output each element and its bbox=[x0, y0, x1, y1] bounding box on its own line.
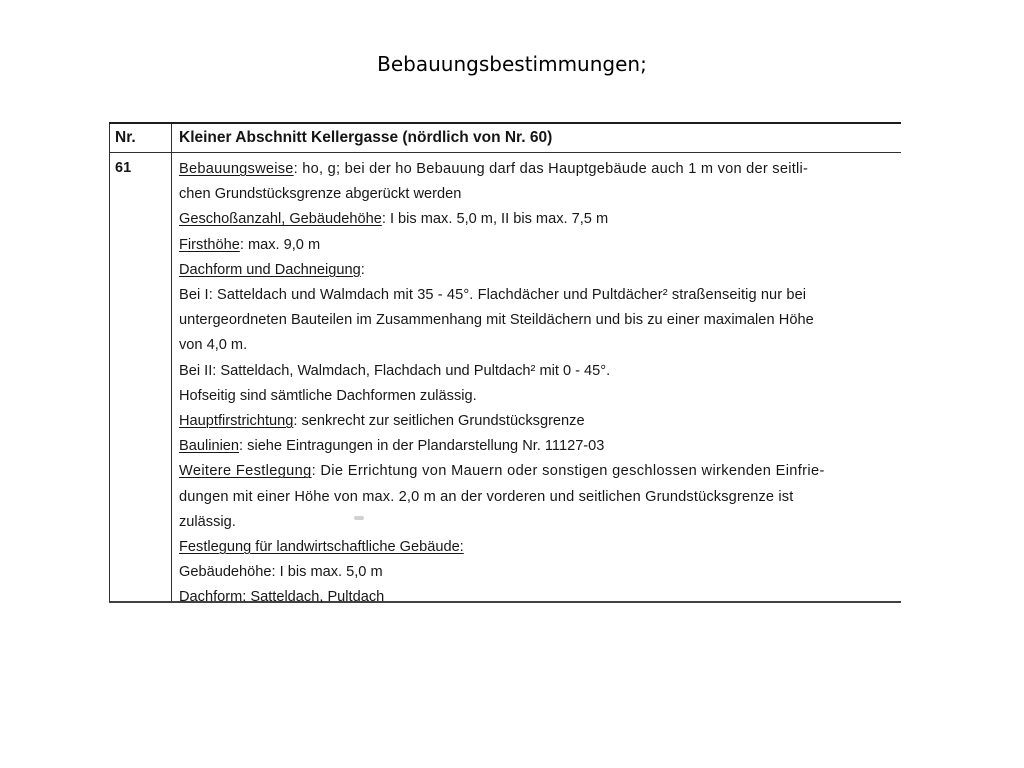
firsthoehe-text: : max. 9,0 m bbox=[239, 236, 321, 253]
landwirtschaft-line-2: Dachform: Satteldach, Pultdach bbox=[179, 589, 385, 606]
landwirtschaft-line-1: Gebäudehöhe: I bis max. 5,0 m bbox=[179, 564, 383, 581]
firsthoehe-line bbox=[179, 233, 897, 258]
dachform-line-2: untergeordneten Bauteilen im Zusammenhang mit Steildächern und bis zu einer maximalen Höhe bbox=[179, 312, 814, 329]
geschoss-text: : I bis max. 5,0 m, II bis max. 7,5 m bbox=[381, 211, 609, 228]
hauptfirstrichtung-label: Hauptfirstrichtung bbox=[179, 413, 294, 430]
dachform-line-5: Hofseitig sind sämtliche Dachformen zulässig. bbox=[179, 387, 477, 404]
dachform-line-4: Bei II: Satteldach, Walmdach, Flachdach und Pultdach² mit 0 - 45°. bbox=[179, 362, 611, 379]
landwirtschaft-heading-line bbox=[179, 535, 897, 560]
weitere-line-2: dungen mit einer Höhe von max. 2,0 m an der vorderen und seitlichen Grundstücksgrenze ist bbox=[179, 488, 794, 505]
weitere-line-1 bbox=[179, 459, 897, 484]
hauptfirstrichtung-line bbox=[179, 409, 897, 434]
dachform-label: Dachform und Dachneigung bbox=[179, 261, 361, 278]
row-number: 61 bbox=[115, 160, 132, 176]
baulinien-text: : siehe Eintragungen in der Plandarstellung Nr. 11127-03 bbox=[239, 438, 605, 455]
regulation-text bbox=[179, 157, 897, 611]
hauptfirstrichtung-text: : senkrecht zur seitlichen Grundstücksgrenze bbox=[293, 413, 585, 430]
dachform-line-1: Bei I: Satteldach und Walmdach mit 35 - 45°. Flachdächer und Pultdächer² straßenseitig nur bei bbox=[179, 287, 807, 304]
firsthoehe-label: Firsthöhe bbox=[179, 236, 240, 253]
geschoss-label: Geschoßanzahl, Gebäudehöhe bbox=[179, 211, 382, 228]
bauweise-label: Bebauungsweise bbox=[179, 161, 294, 177]
geschoss-line bbox=[179, 207, 897, 232]
baulinien-label: Baulinien bbox=[179, 438, 240, 455]
bauweise-line-1 bbox=[179, 157, 897, 182]
bauweise-line-2: chen Grundstücksgrenze abgerückt werden bbox=[179, 186, 462, 203]
dachform-colon: : bbox=[360, 261, 365, 278]
baulinien-line bbox=[179, 434, 897, 459]
table-left-border bbox=[109, 124, 110, 601]
table-column-divider bbox=[171, 124, 172, 601]
landwirtschaft-label: Festlegung für landwirtschaftliche Gebäude: bbox=[179, 539, 464, 556]
scanned-regulation-table bbox=[109, 122, 901, 606]
scan-smudge bbox=[354, 516, 364, 520]
header-nr-label: Nr. bbox=[115, 129, 136, 146]
page-title: Bebauungsbestimmungen; bbox=[377, 52, 647, 76]
weitere-label: Weitere Festlegung bbox=[179, 463, 312, 480]
bauweise-text-1: : ho, g; bei der ho Bebauung darf das Hauptgebäude auch 1 m von der seitli- bbox=[293, 161, 809, 177]
dachform-heading-line bbox=[179, 258, 897, 283]
header-section-title: Kleiner Abschnitt Kellergasse (nördlich von Nr. 60) bbox=[179, 129, 553, 146]
dachform-line-3: von 4,0 m. bbox=[179, 337, 248, 354]
weitere-text-1: : Die Errichtung von Mauern oder sonstigen geschlossen wirkenden Einfrie- bbox=[311, 463, 825, 480]
weitere-line-3: zulässig. bbox=[179, 513, 236, 530]
table-header-divider bbox=[109, 152, 901, 153]
